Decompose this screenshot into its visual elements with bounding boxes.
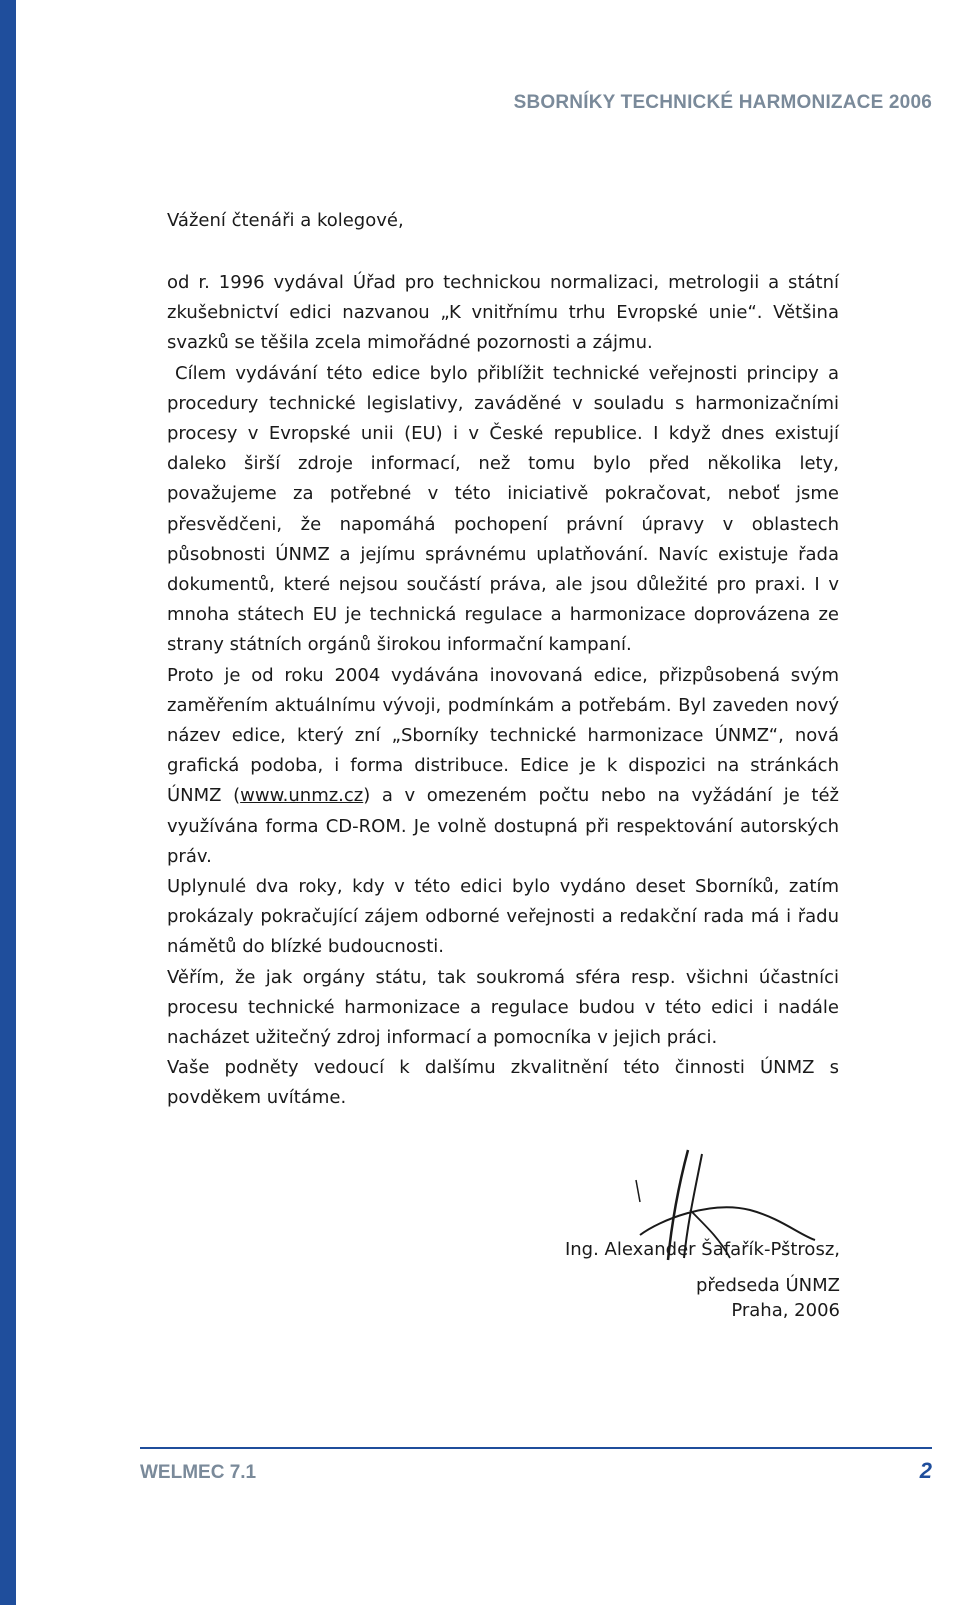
paragraph-5: Věřím, že jak orgány státu, tak soukromá sféra resp. všichni účastníci procesu technické harmonizace a regulace budou v této edici i nadále nacházet užitečný zdroj informací a pomocníka v jejich práci. [167,966,839,1049]
signatory-name: Ing. Alexander Šafařík-Pštrosz, [564,1239,840,1260]
running-header: SBORNÍKY TECHNICKÉ HARMONIZACE 2006 [513,92,932,113]
page-number: 2 [919,1458,932,1483]
signature-block [565,1232,840,1304]
signatory-role: předseda ÚNMZ [695,1275,840,1296]
left-accent-bar [0,0,16,1605]
letter-body [167,268,839,1114]
paragraph-4: Uplynulé dva roky, kdy v této edici bylo vydáno deset Sborníků, zatím prokázaly pokračující zájem odborné veřejnosti a redakční rada má i řadu námětů do blízké budoucnosti. [167,876,839,958]
paragraph-6: Vaše podněty vedoucí k dalšímu zkvalitnění této činnosti ÚNMZ s povděkem uvítáme. [167,1057,839,1109]
paragraph-2: Cílem vydávání této edice bylo přiblížit technické veřejnosti principy a procedury technické legislativy, zaváděné v souladu s harmonizačními procesy v Evropské unii (EU) i v České republice. I když dnes existují daleko širší zdroje informací, než tomu bylo před několika lety, považujeme za potřebné v této iniciativě pokračovat, neboť jsme přesvědčeni, že napomáhá pochopení právní úpravy v oblastech působnosti ÚNMZ a jejímu správnému uplatňování. Navíc existuje řada dokumentů, které nejsou součástí práva, ale jsou důležité pro praxi. I v mnoha státech EU je technická regulace a harmonizace doprovázena ze strany státních orgánů širokou informační kampaní. [167,362,839,656]
footer-divider [140,1447,932,1449]
paragraph-3-tail: ) a v omezeném počtu nebo na vyžádání je též využívána forma CD-ROM. Je volně dostupná při respektování autorských práv. [167,785,840,867]
footer-doc-label: WELMEC 7.1 [140,1462,257,1483]
paragraph-3-text: Proto je od roku 2004 vydávána inovovaná edice, přizpůsobená svým zaměřením aktuálnímu vývoji, podmínkám a potřebám. Byl zaveden nový název edice, který zní „Sborníky technické harmonizace ÚNMZ“, nová grafická podoba, i forma distribuce. Edice je k dispozici na stránkách ÚNMZ ( [167,664,839,807]
paragraph-1: od r. 1996 vydával Úřad pro technickou normalizaci, metrologii a státní zkušebnictví edici nazvanou „K vnitřnímu trhu Evropské unie“. Většina svazků se těšila zcela mimořádné pozornosti a zájmu. [167,272,839,354]
place-date: Praha, 2006 [731,1300,840,1321]
paragraph-3 [167,661,839,872]
salutation: Vážení čtenáři a kolegové, [167,210,404,231]
website-link[interactable]: www.unmz.cz [240,785,364,807]
